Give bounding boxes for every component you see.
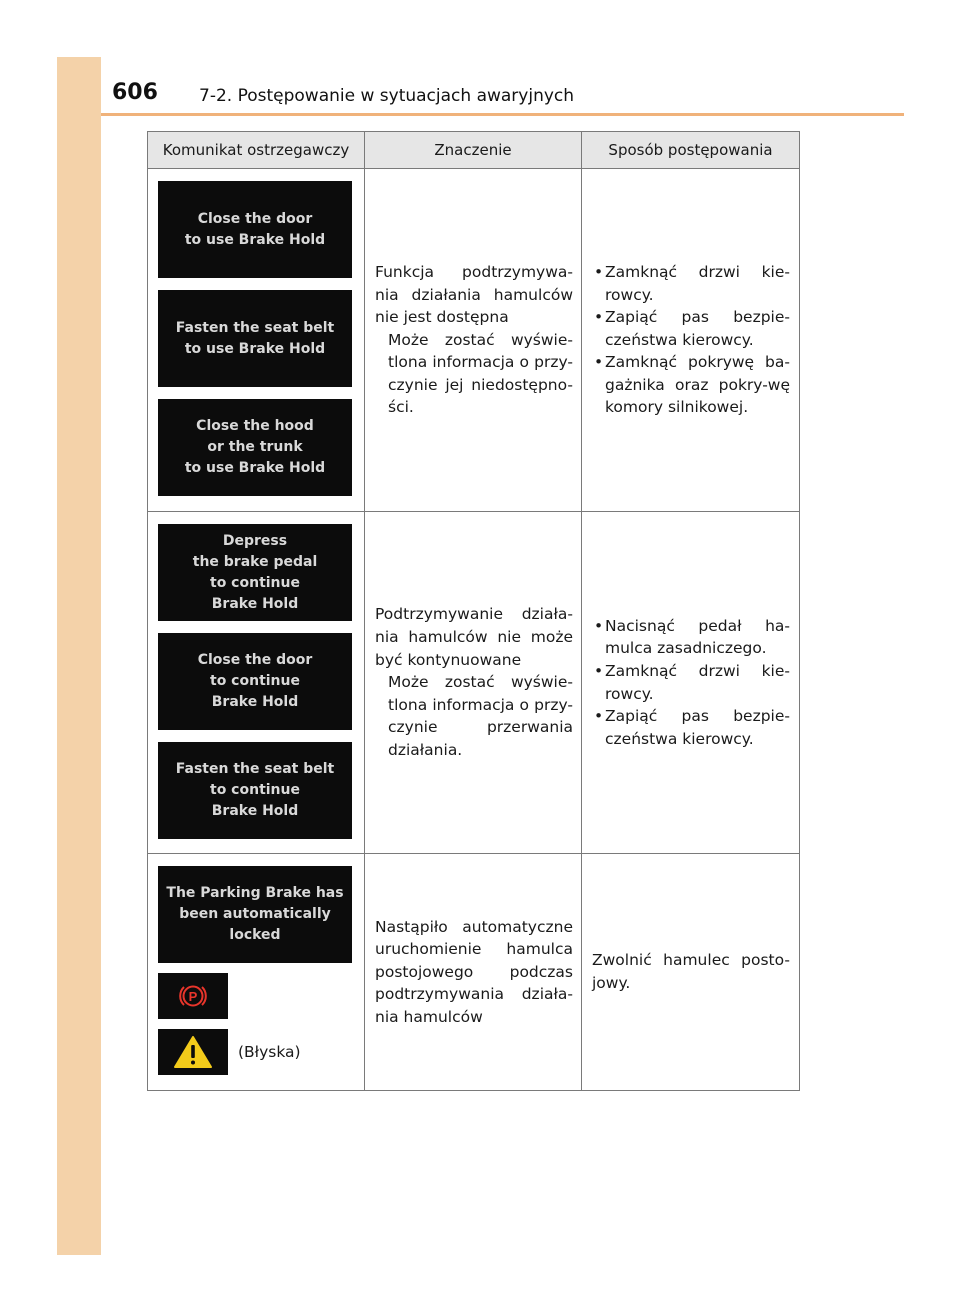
meaning-note: Może zostać wyświe-tlona informacja o przy-czynie przerwania działania. xyxy=(388,673,573,759)
warning-message-display: Depress the brake pedal to continue Brake Hold xyxy=(158,524,352,621)
parking-brake-warning-icon xyxy=(158,973,228,1019)
column-header: Sposób postępowania xyxy=(582,132,800,169)
action-item: • Zamknąć drzwi kie-rowcy. xyxy=(592,261,790,306)
side-band xyxy=(57,57,101,1255)
action-item: • Zamknąć drzwi kie-rowcy. xyxy=(592,660,790,705)
warning-message-display: Fasten the seat belt to use Brake Hold xyxy=(158,290,352,387)
meaning-text: Nastąpiło automatyczne uruchomienie hamulca postojowego podczas podtrzymywania działa-nia hamulców xyxy=(375,917,573,1026)
warning-message-display: The Parking Brake has been automatically locked xyxy=(158,866,352,963)
warning-message-display: Fasten the seat belt to continue Brake Hold xyxy=(158,742,352,839)
action-cell xyxy=(582,169,800,512)
meaning-cell xyxy=(365,512,582,854)
indicator-row xyxy=(158,1029,364,1075)
action-list xyxy=(592,615,790,751)
indicator-row xyxy=(158,973,364,1019)
column-header: Komunikat ostrzegawczy xyxy=(148,132,365,169)
action-list xyxy=(592,261,790,419)
meaning-text: Podtrzymywanie działa-nia hamulców nie może być kontynuowane xyxy=(375,605,573,669)
master-warning-icon xyxy=(158,1029,228,1075)
column-header: Znaczenie xyxy=(365,132,582,169)
message-cell xyxy=(148,854,365,1091)
table-row xyxy=(148,854,800,1091)
section-title: 7-2. Postępowanie w sytuacjach awaryjnych xyxy=(199,86,575,106)
warning-message-display: Close the door to continue Brake Hold xyxy=(158,633,352,730)
action-cell xyxy=(582,854,800,1091)
meaning-cell xyxy=(365,854,582,1091)
page-number: 606 xyxy=(112,80,158,105)
table-header-row xyxy=(148,132,800,169)
action-item: • Zapiąć pas bezpie-czeństwa kierowcy. xyxy=(592,705,790,750)
action-item: • Nacisnąć pedał ha-mulca zasadniczego. xyxy=(592,615,790,660)
table-row xyxy=(148,512,800,854)
meaning-cell xyxy=(365,169,582,512)
meaning-note: Może zostać wyświe-tlona informacja o przy-czynie jej niedostępno-ści. xyxy=(388,330,573,417)
action-item: • Zamknąć pokrywę ba-gażnika oraz pokry-wę komory silnikowej. xyxy=(592,351,790,419)
warning-table xyxy=(147,131,800,1091)
action-item: • Zapiąć pas bezpie-czeństwa kierowcy. xyxy=(592,306,790,351)
flash-label: (Błyska) xyxy=(238,1043,301,1061)
action-text: Zwolnić hamulec posto-jowy. xyxy=(592,951,790,992)
action-cell xyxy=(582,512,800,854)
meaning-text: Funkcja podtrzymywa-nia działania hamulców nie jest dostępna xyxy=(375,262,573,327)
message-cell xyxy=(148,169,365,512)
table-row xyxy=(148,169,800,512)
warning-message-display: Close the hood or the trunk to use Brake Hold xyxy=(158,399,352,496)
svg-text:P: P xyxy=(188,989,198,1004)
header-rule xyxy=(101,113,904,116)
message-cell xyxy=(148,512,365,854)
warning-message-display: Close the door to use Brake Hold xyxy=(158,181,352,278)
